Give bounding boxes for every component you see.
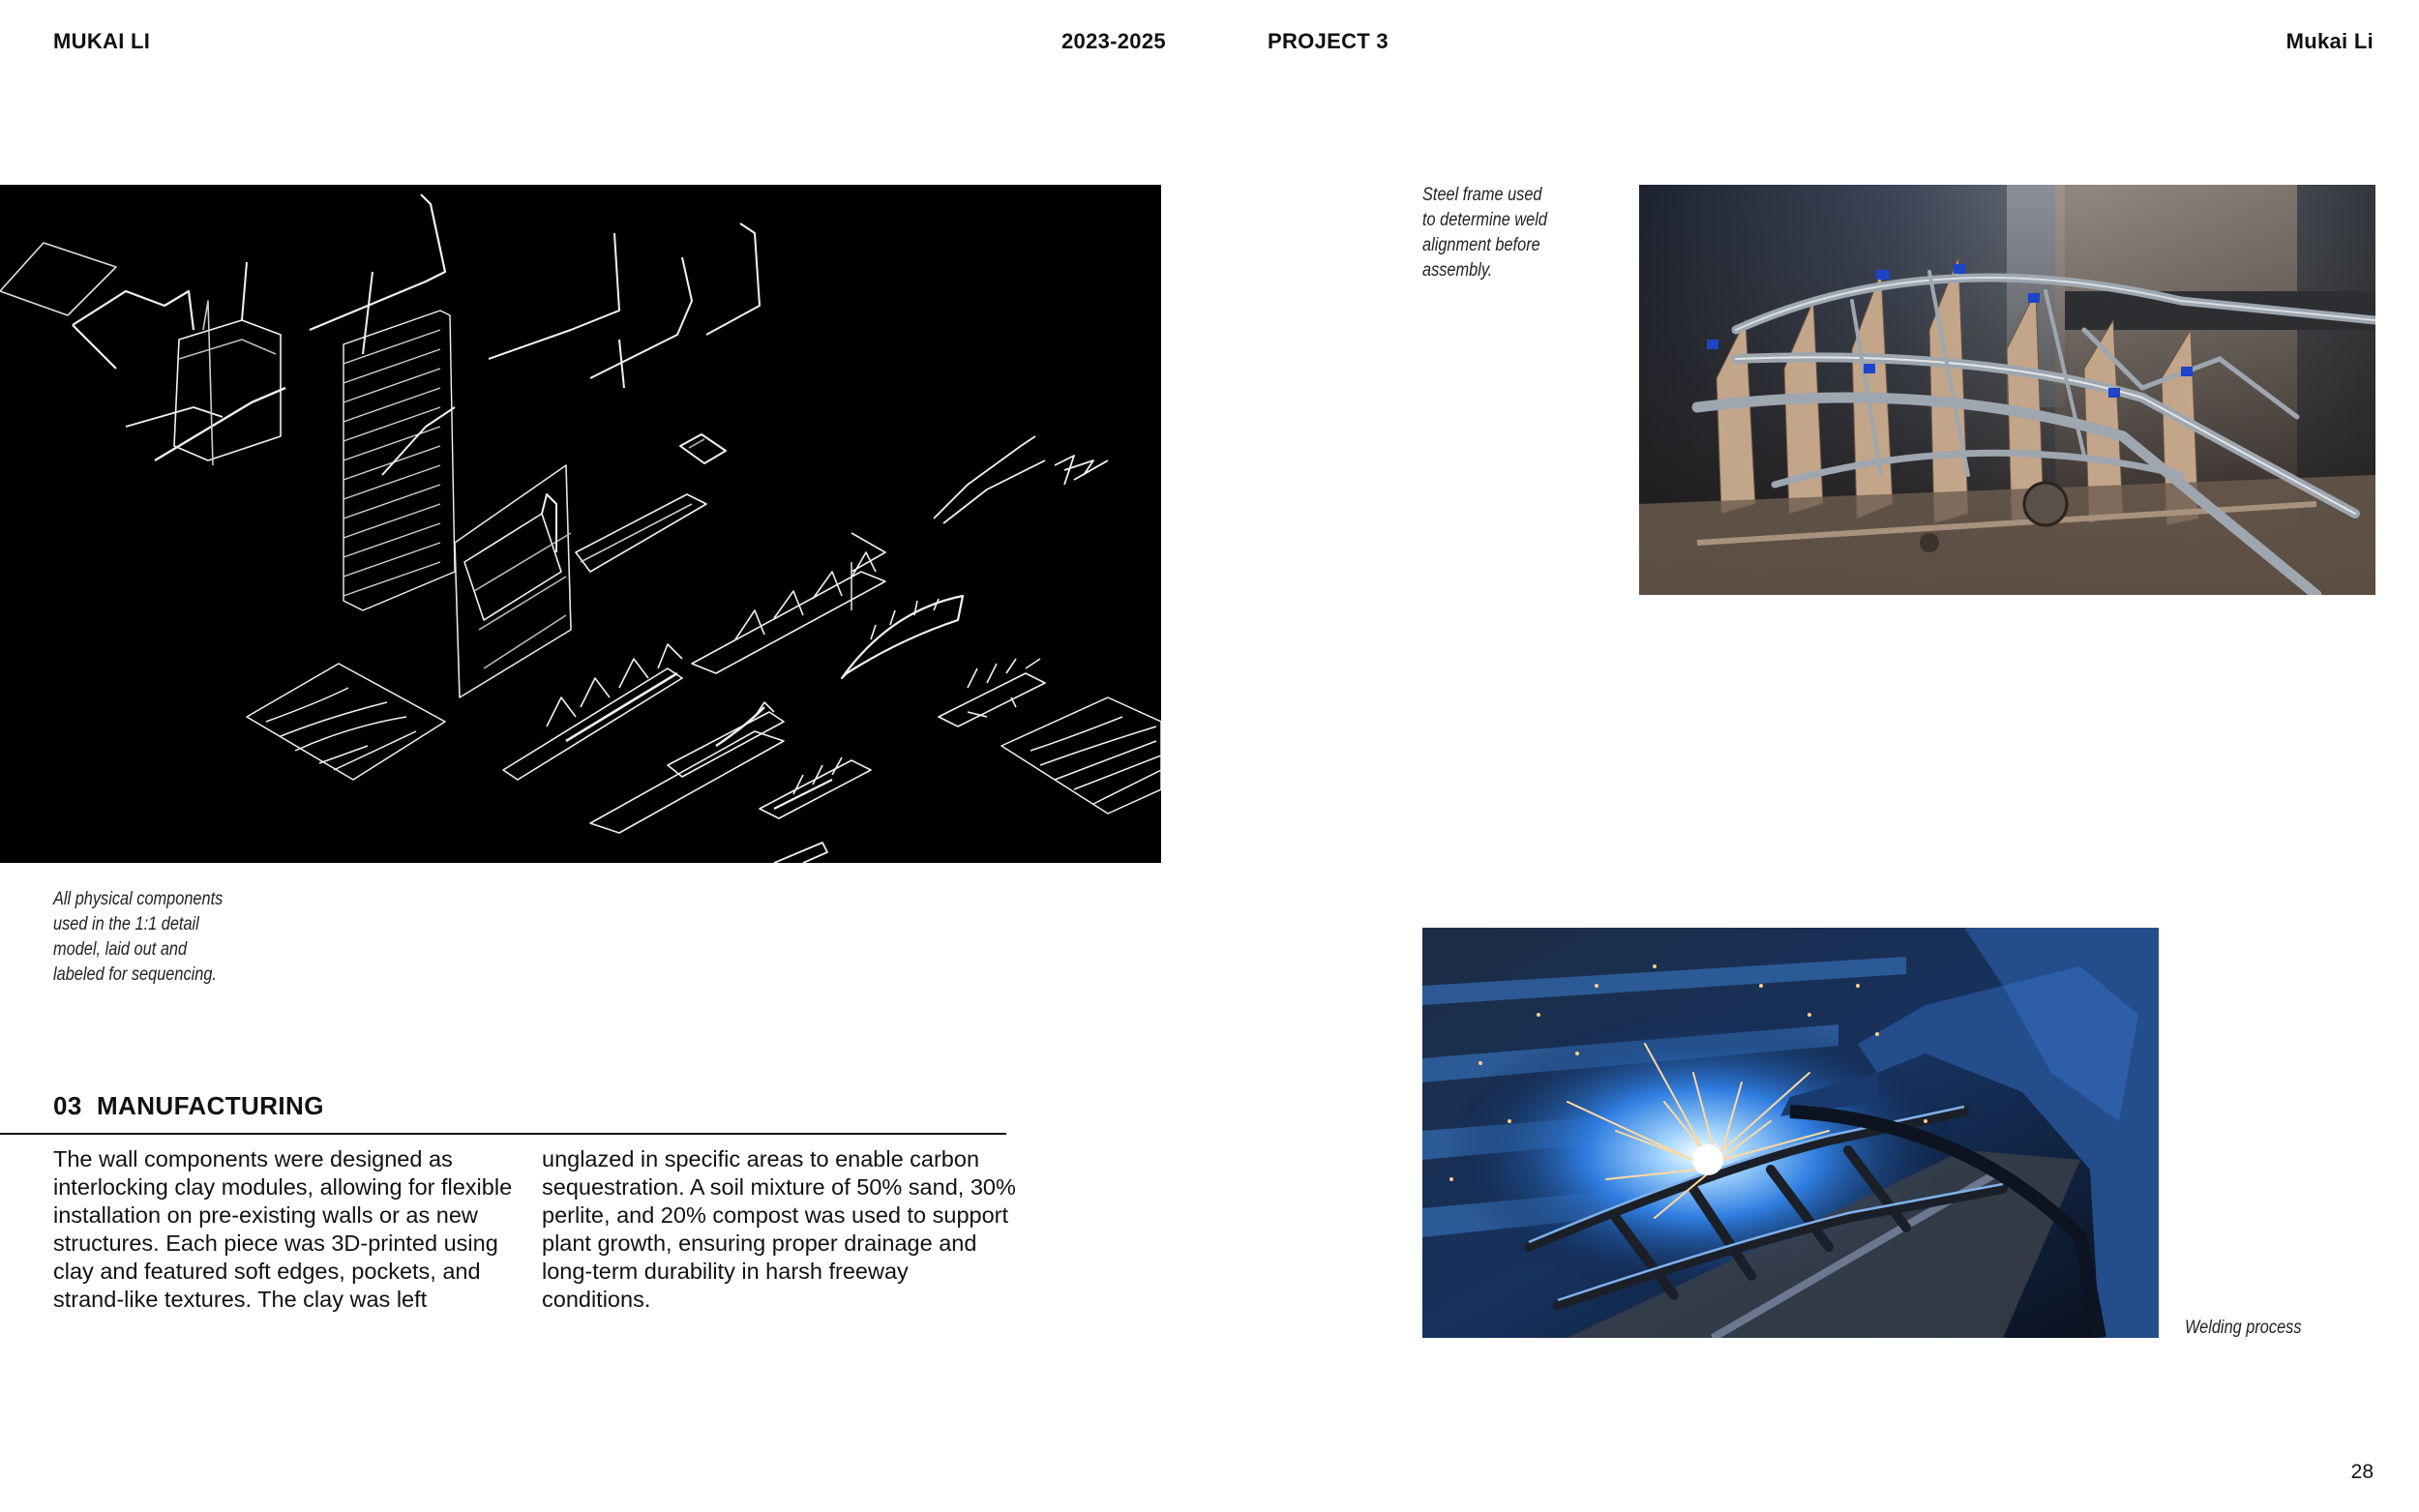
header-years: 2023-2025 [1061, 29, 1166, 53]
steel-frame-caption: Steel frame used to determine weld alignment before assembly. [1422, 185, 1547, 281]
section-title: MANUFACTURING [96, 1091, 324, 1120]
header-author-right: Mukai Li [2285, 29, 2374, 53]
body-column-2: unglazed in specific areas to enable carbon sequestration. A soil mixture of 50% sand, 30% perlite, and 20% compost was used to support plant growth, ensuring proper drainage and long-term durability in harsh freeway conditions. [542, 1146, 1016, 1312]
welding-caption: Welding process [2185, 1318, 2302, 1338]
diagram-caption: All physical components used in the 1:1 detail model, laid out and labeled for sequencing. [53, 889, 224, 985]
page-number: 28 [2350, 1461, 2374, 1483]
component-diagram [0, 185, 1161, 863]
section-divider [0, 1133, 1006, 1135]
header-project: PROJECT 3 [1268, 29, 1389, 53]
steel-frame-photo [1639, 185, 2375, 595]
welding-photo [1422, 928, 2159, 1338]
header-author-left: MUKAI LI [53, 29, 151, 53]
section-heading [53, 1091, 324, 1121]
section-number: 03 [53, 1091, 82, 1120]
body-column-1: The wall components were designed as interlocking clay modules, allowing for flexible installation on pre-existing walls or as new structures. Each piece was 3D-printed using clay and featured soft edges, pockets, and strand-like textures. The clay was left [53, 1146, 513, 1312]
